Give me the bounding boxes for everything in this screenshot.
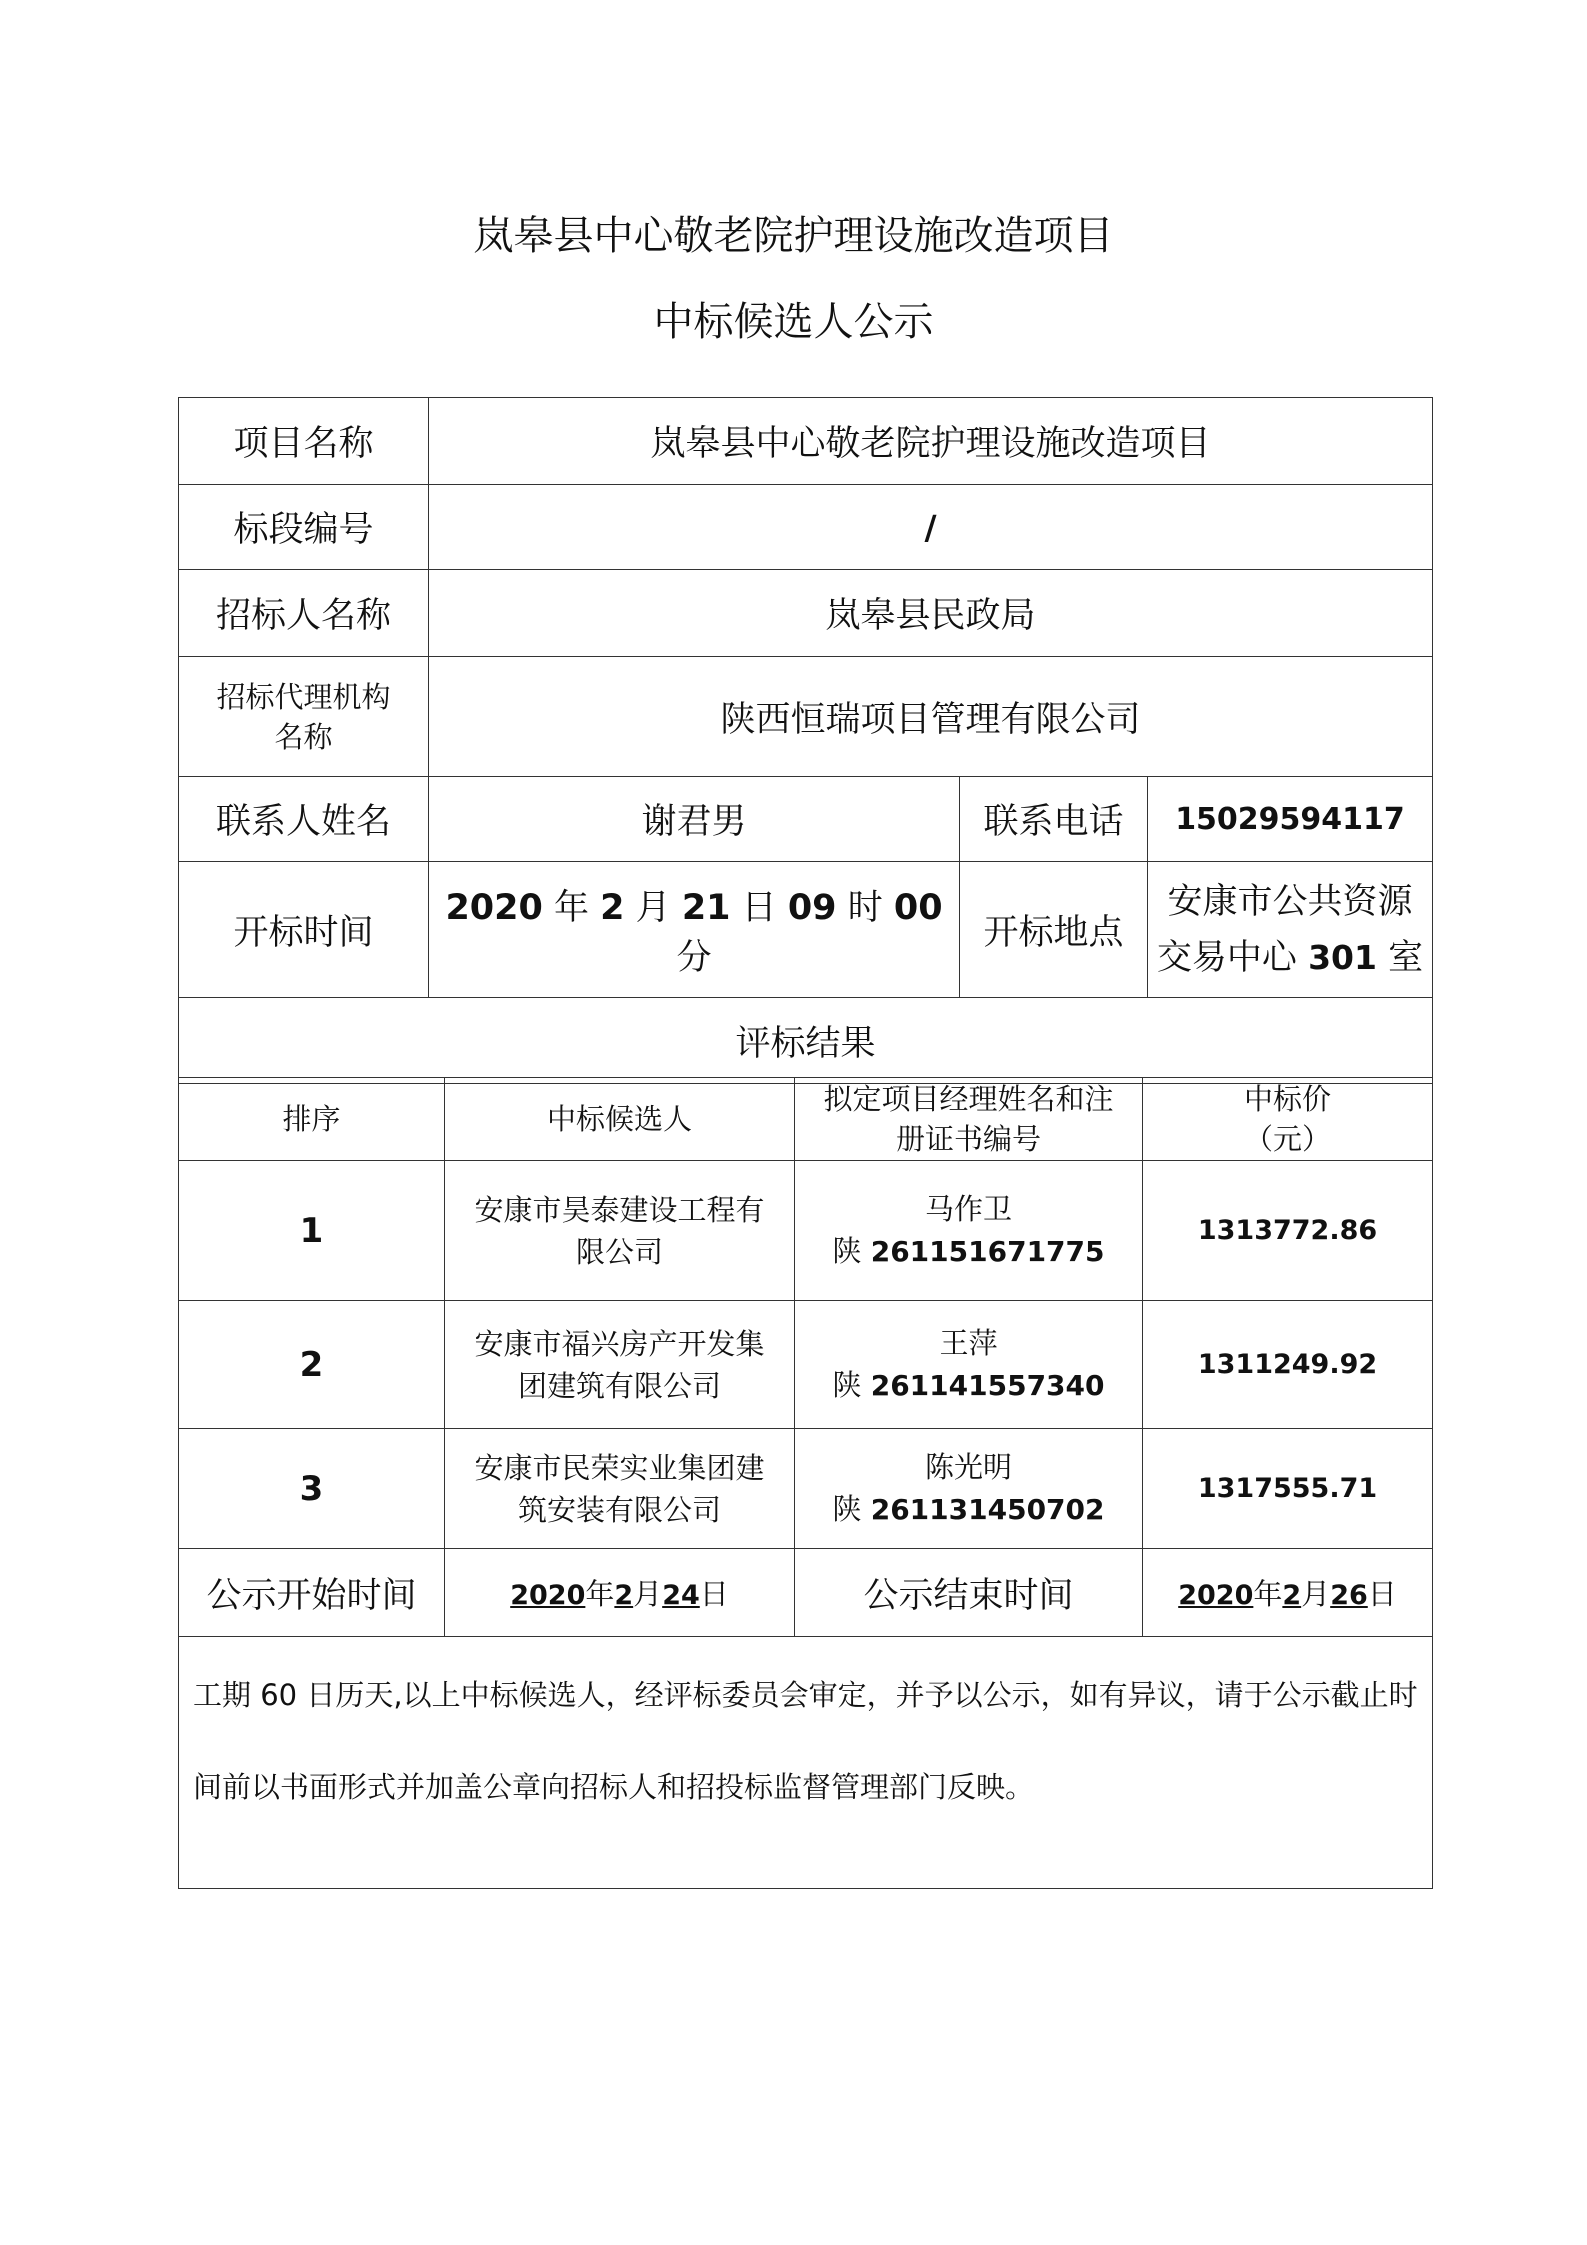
publicity-end-label: 公示结束时间 (795, 1549, 1143, 1637)
section-no-row (179, 485, 1433, 570)
price-header (1143, 1078, 1433, 1161)
section-no-value: / (429, 485, 1433, 570)
row-candidate-line2: 限公司 (575, 1234, 663, 1269)
notice-post: 日历天,以上中标候选人，经评标委员会审定，并予以公示，如有异议，请于公示截止时间前以书面形式并加盖公章向招标人和招投标监督管理部门反映。 (193, 1678, 1418, 1804)
open-place-line2-pre: 交易中心 (1156, 937, 1297, 978)
row-manager-name: 马作卫 (924, 1192, 1012, 1226)
start-day: 24 (662, 1580, 700, 1611)
price-header-line2: （元） (1243, 1122, 1331, 1156)
open-day-unit: 日 (741, 887, 777, 928)
row-cert-no: 261151671775 (870, 1235, 1105, 1268)
row-candidate-line1: 安康市昊泰建设工程有 (474, 1192, 765, 1227)
row-cert-prefix: 陕 (832, 1368, 862, 1402)
row-cert-no: 261131450702 (870, 1493, 1105, 1526)
open-minute-unit: 分 (676, 937, 712, 978)
end-month-unit: 月 (1301, 1577, 1331, 1611)
start-month-unit: 月 (633, 1577, 663, 1611)
open-hour-unit: 时 (847, 887, 883, 928)
row-cert-prefix: 陕 (832, 1234, 862, 1268)
project-name-label: 项目名称 (179, 398, 429, 485)
open-time-row (179, 862, 1433, 998)
agency-label-line2: 名称 (274, 719, 333, 754)
start-year: 2020 (510, 1580, 586, 1611)
open-place-label: 开标地点 (960, 862, 1148, 998)
page-title: 岚皋县中心敬老院护理设施改造项目 (473, 213, 1114, 259)
project-name-row (179, 398, 1433, 485)
manager-header-line2: 册证书编号 (895, 1122, 1041, 1156)
open-place-room: 301 (1308, 937, 1377, 977)
phone-value: 15029594117 (1148, 777, 1433, 862)
table-row (179, 1429, 1433, 1549)
row-manager (795, 1161, 1143, 1301)
agency-label-line1: 招标代理机构 (216, 679, 391, 714)
row-cert-prefix: 陕 (832, 1492, 862, 1526)
open-time-label: 开标时间 (179, 862, 429, 998)
end-year-unit: 年 (1253, 1577, 1283, 1611)
project-name-value: 岚皋县中心敬老院护理设施改造项目 (429, 398, 1433, 485)
row-candidate-line2: 团建筑有限公司 (517, 1368, 721, 1403)
results-title-row (179, 998, 1433, 1084)
project-info-table (178, 397, 1433, 1084)
start-month: 2 (614, 1580, 634, 1611)
publicity-row (179, 1549, 1433, 1637)
open-year-unit: 年 (554, 887, 590, 928)
contact-label: 联系人姓名 (179, 777, 429, 862)
row-rank: 1 (179, 1161, 445, 1301)
section-no-label: 标段编号 (179, 485, 429, 570)
end-year: 2020 (1178, 1580, 1254, 1611)
results-section-title: 评标结果 (179, 998, 1433, 1084)
end-day: 26 (1330, 1580, 1368, 1611)
row-rank: 3 (179, 1429, 445, 1549)
row-cert (795, 1488, 1142, 1531)
table-row (179, 1301, 1433, 1429)
row-cert (795, 1364, 1142, 1407)
row-manager-name: 陈光明 (924, 1450, 1012, 1484)
agency-label (179, 657, 429, 777)
open-place-line2 (1148, 930, 1432, 986)
tenderer-row (179, 570, 1433, 657)
agency-value: 陕西恒瑞项目管理有限公司 (429, 657, 1433, 777)
end-month: 2 (1282, 1580, 1302, 1611)
row-candidate-line1: 安康市民荣实业集团建 (474, 1450, 765, 1485)
row-manager (795, 1429, 1143, 1549)
start-year-unit: 年 (585, 1577, 615, 1611)
open-time-value (429, 862, 960, 998)
row-manager-name: 王萍 (939, 1326, 998, 1360)
start-day-unit: 日 (699, 1577, 729, 1611)
notice-days: 60 (260, 1678, 298, 1712)
results-table (178, 1077, 1433, 1889)
publicity-start-value (445, 1549, 795, 1637)
rank-header: 排序 (179, 1078, 445, 1161)
publicity-start-label: 公示开始时间 (179, 1549, 445, 1637)
contact-value: 谢君男 (429, 777, 960, 862)
tenderer-value: 岚皋县民政局 (429, 570, 1433, 657)
open-place-value (1148, 862, 1433, 998)
row-cert (795, 1230, 1142, 1273)
table-row (179, 1161, 1433, 1301)
row-candidate (445, 1429, 795, 1549)
row-manager (795, 1301, 1143, 1429)
open-year: 2020 (445, 887, 543, 928)
open-month: 2 (600, 887, 625, 928)
row-candidate (445, 1301, 795, 1429)
page-subtitle: 中标候选人公示 (653, 299, 934, 345)
open-day: 21 (681, 887, 731, 928)
results-header-row (179, 1078, 1433, 1161)
open-place-line1: 安康市公共资源 (1167, 881, 1413, 922)
notice-text (179, 1637, 1433, 1889)
row-candidate-line2: 筑安装有限公司 (517, 1492, 721, 1527)
row-cert-no: 261141557340 (870, 1369, 1105, 1402)
agency-row (179, 657, 1433, 777)
row-candidate-line1: 安康市福兴房产开发集 (474, 1326, 765, 1361)
notice-row (179, 1637, 1433, 1889)
phone-label: 联系电话 (960, 777, 1148, 862)
row-candidate (445, 1161, 795, 1301)
manager-header-line1: 拟定项目经理姓名和注 (823, 1082, 1114, 1116)
publicity-end-value (1143, 1549, 1433, 1637)
open-place-line2-post: 室 (1388, 937, 1424, 978)
row-rank: 2 (179, 1301, 445, 1429)
row-price: 1311249.92 (1143, 1301, 1433, 1429)
end-day-unit: 日 (1367, 1577, 1397, 1611)
open-month-unit: 月 (635, 887, 671, 928)
manager-header (795, 1078, 1143, 1161)
price-header-line1: 中标价 (1243, 1082, 1331, 1116)
candidate-header: 中标候选人 (445, 1078, 795, 1161)
row-price: 1317555.71 (1143, 1429, 1433, 1549)
row-price: 1313772.86 (1143, 1161, 1433, 1301)
contact-row (179, 777, 1433, 862)
open-minute: 00 (893, 887, 943, 928)
notice-pre: 工期 (193, 1678, 252, 1712)
tenderer-label: 招标人名称 (179, 570, 429, 657)
open-hour: 09 (787, 887, 837, 928)
